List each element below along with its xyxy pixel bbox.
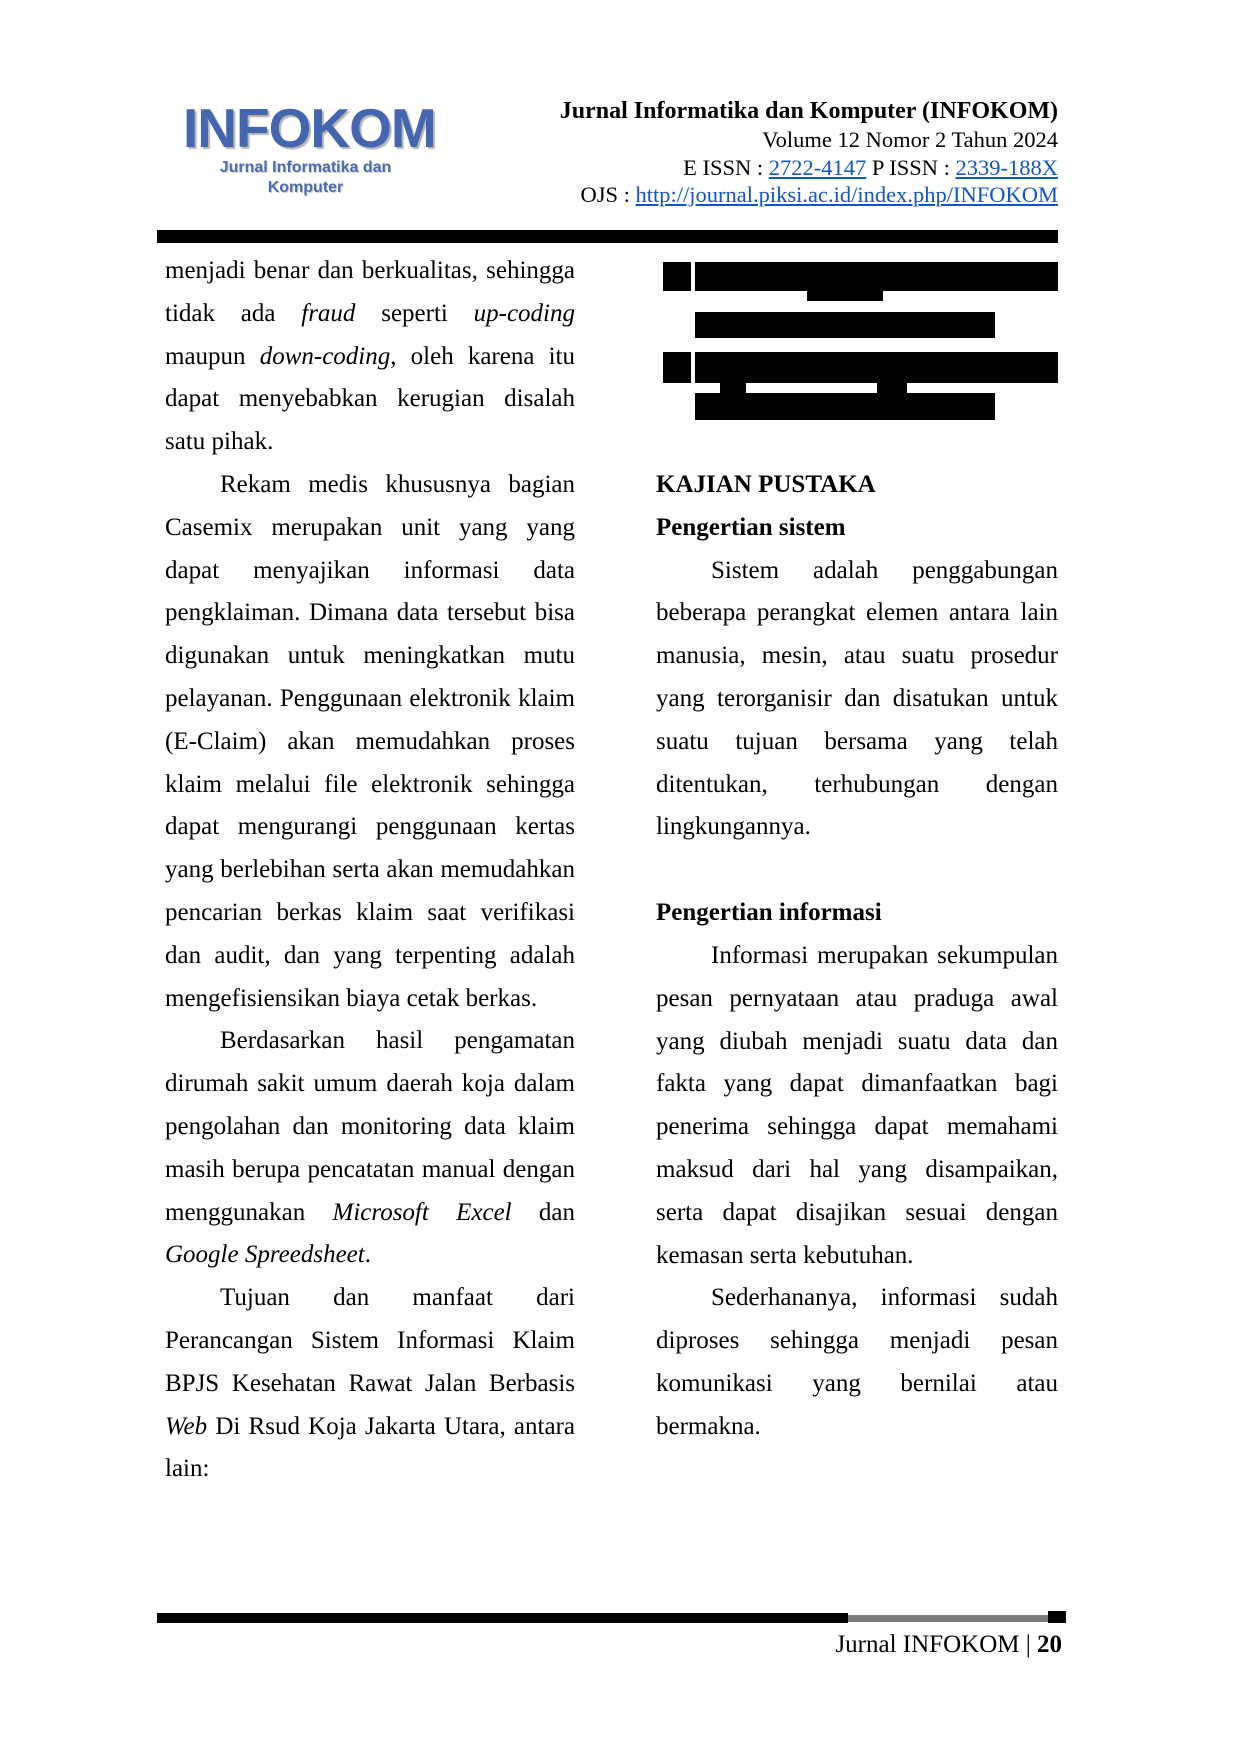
redaction-bar: [695, 393, 995, 420]
section-heading-kajian-pustaka: KAJIAN PUSTAKA: [656, 471, 876, 498]
ojs-label: OJS :: [580, 182, 636, 207]
eissn-link[interactable]: 2722-4147: [768, 154, 867, 180]
redaction-bar: [877, 383, 907, 393]
footer-rule-endcap: [1048, 1611, 1066, 1623]
journal-title: Jurnal Informatika dan Komputer (INFOKOM): [559, 98, 1058, 124]
footer-rule-black: [157, 1613, 848, 1623]
page-footer: [658, 1628, 1062, 1662]
section-heading: Pengertian sistem: [656, 513, 846, 541]
volume-line: Volume 12 Nomor 2 Tahun 2024: [762, 127, 1058, 152]
eissn-label: E ISSN :: [683, 154, 769, 180]
body-text: maupun: [165, 342, 260, 370]
ojs-url-link[interactable]: http://journal.piksi.ac.id/index.php/INFOKOM: [635, 182, 1058, 207]
paragraph: [656, 550, 1058, 850]
right-column-sections: [656, 507, 1058, 1449]
body-text: Tujuan dan manfaat dari Perancangan Sistem Informasi Klaim BPJS Kesehatan Rawat Jalan Berbasis: [165, 1284, 575, 1397]
issn-line: [420, 154, 1058, 182]
left-column: [165, 250, 575, 1491]
logo-wordmark: INFOKOM: [183, 97, 436, 159]
body-text: dan: [511, 1198, 576, 1226]
footer-rule-gray: [848, 1615, 1048, 1622]
redacted-numbered-list: [656, 247, 1058, 464]
paragraph: [656, 935, 1058, 1277]
journal-masthead: [420, 97, 1058, 209]
italic-text: down-coding: [259, 342, 391, 370]
redaction-bar: [695, 352, 1058, 383]
right-column: [656, 247, 1058, 1449]
body-text: Sederhananya, informasi sudah diproses sehingga menjadi pesan komunikasi yang bernilai atau bermakna.: [656, 1284, 1058, 1440]
section-spacer: [656, 849, 1058, 892]
paragraph: [165, 464, 575, 1020]
italic-text: up-coding: [473, 299, 576, 327]
body-text: Rekam medis khususnya bagian Casemix merupakan unit yang yang dapat menyajikan informasi data pengklaiman. Dimana data tersebut bisa digunakan untuk meningkatkan mutu pelayanan. Penggunaan elektronik klaim (E-Claim) akan memudahkan proses klaim melalui file elektronik sehingga dapat mengurangi penggunaan kertas yang berlebihan serta akan memudahkan pencarian berkas klaim saat verifikasi dan audit, dan yang terpenting adalah mengefisiensikan biaya cetak berkas.: [165, 470, 575, 1012]
body-text: menjadi benar dan berkualitas, sehingga tidak ada: [165, 257, 575, 327]
pissn-link[interactable]: 2339-188X: [955, 154, 1058, 180]
redaction-bar: [695, 262, 1058, 291]
body-text: Berdasarkan hasil pengamatan dirumah sakit umum daerah koja dalam pengolahan dan monitoring data klaim masih berupa pencatatan manual dengan menggunakan: [165, 1027, 575, 1226]
footer-journal-name: Jurnal INFOKOM: [835, 1631, 1020, 1658]
italic-text: Google Spreedsheet: [165, 1241, 365, 1269]
paragraph: [656, 1277, 1058, 1448]
header-divider-rule: [157, 230, 1058, 243]
redaction-bar: [695, 312, 995, 338]
pissn-label: P ISSN :: [866, 154, 956, 180]
redaction-bar: [720, 383, 746, 393]
italic-text: Web: [165, 1412, 208, 1440]
section-heading: Pengertian informasi: [656, 899, 882, 927]
body-text: , oleh karena itu dapat menyebabkan kerugian disalah satu pihak.: [165, 342, 575, 456]
body-text: .: [364, 1241, 371, 1269]
journal-logo: [183, 97, 436, 198]
ojs-line: [420, 181, 1058, 209]
body-text: seperti: [355, 299, 474, 327]
footer-page-number: 20: [1037, 1631, 1062, 1658]
redaction-list-number-1: [663, 262, 691, 291]
redaction-list-number-2: [663, 352, 691, 383]
italic-text: Microsoft Excel: [332, 1198, 512, 1226]
italic-text: fraud: [301, 299, 356, 327]
body-text: Sistem adalah penggabungan beberapa perangkat elemen antara lain manusia, mesin, atau suatu prosedur yang terorganisir dan disatukan untuk suatu tujuan bersama yang telah ditentukan, terhubungan dengan lingkungannya.: [656, 556, 1058, 841]
paragraph: [165, 250, 575, 464]
footer-separator: |: [1019, 1631, 1037, 1658]
logo-tagline: Jurnal Informatika dan Komputer: [219, 159, 392, 196]
paragraph: [165, 1020, 575, 1277]
redaction-bar: [807, 291, 883, 301]
paragraph: [165, 1277, 575, 1491]
body-text: Informasi merupakan sekumpulan pesan pernyataan atau praduga awal yang diubah menjadi suatu data dan fakta yang dapat dimanfaatkan bagi penerima sehingga dapat memahami maksud dari hal yang disampaikan, serta dapat disajikan sesuai dengan kemasan serta kebutuhan.: [656, 941, 1058, 1269]
body-text: Di Rsud Koja Jakarta Utara, antara lain:: [165, 1412, 575, 1483]
